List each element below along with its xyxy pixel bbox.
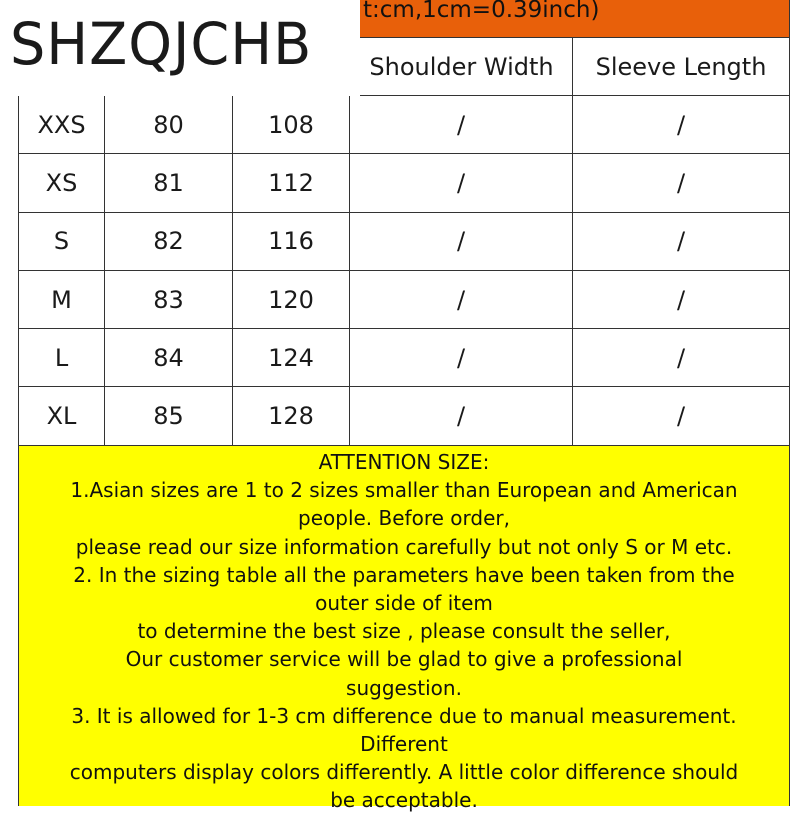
size-cell: XS xyxy=(18,154,105,211)
value-cell: 81 xyxy=(105,154,233,211)
brand-logo-text: SHZQJCHB xyxy=(10,10,313,78)
notice-line: Different xyxy=(360,732,448,757)
sleeve-cell: / xyxy=(573,271,790,328)
value-cell: 80 xyxy=(105,96,233,153)
notice-line: computers display colors differently. A little color difference should xyxy=(69,760,739,785)
header-sleeve-length: Sleeve Length xyxy=(573,38,790,96)
value-cell: 83 xyxy=(105,271,233,328)
table-row xyxy=(18,387,790,445)
shoulder-cell: / xyxy=(350,387,573,444)
title-bar xyxy=(350,0,790,38)
sleeve-cell: / xyxy=(573,329,790,386)
sleeve-cell: / xyxy=(573,96,790,153)
notice-text-block xyxy=(19,448,789,815)
shoulder-cell: / xyxy=(350,96,573,153)
value-cell: 120 xyxy=(233,271,350,328)
table-row xyxy=(18,329,790,387)
title-text: t:cm,1cm=0.39inch) xyxy=(363,0,600,23)
size-cell: M xyxy=(18,271,105,328)
attention-notice xyxy=(18,446,790,813)
table-row xyxy=(18,96,790,154)
notice-line: 1.Asian sizes are 1 to 2 sizes smaller than European and American xyxy=(70,478,738,503)
brand-logo xyxy=(0,0,360,96)
notice-line: ATTENTION SIZE: xyxy=(318,450,490,474)
value-cell: 85 xyxy=(105,387,233,444)
sleeve-cell: / xyxy=(573,213,790,270)
value-cell: 82 xyxy=(105,213,233,270)
value-cell: 112 xyxy=(233,154,350,211)
value-cell: 108 xyxy=(233,96,350,153)
header-shoulder-width: Shoulder Width xyxy=(350,38,573,96)
notice-line: people. Before order, xyxy=(298,506,510,531)
table-row xyxy=(18,271,790,329)
notice-line: suggestion. xyxy=(346,675,462,700)
value-cell: 124 xyxy=(233,329,350,386)
table-row xyxy=(18,154,790,212)
notice-line: Our customer service will be glad to give a professional xyxy=(125,647,683,672)
shoulder-cell: / xyxy=(350,154,573,211)
value-cell: 116 xyxy=(233,213,350,270)
size-cell: XXS xyxy=(18,96,105,153)
shoulder-cell: / xyxy=(350,213,573,270)
shoulder-cell: / xyxy=(350,271,573,328)
sleeve-cell: / xyxy=(573,387,790,444)
value-cell: 84 xyxy=(105,329,233,386)
size-table xyxy=(18,96,790,446)
notice-line: 2. In the sizing table all the parameters have been taken from the xyxy=(73,562,735,587)
notice-line: 3. It is allowed for 1-3 cm difference due to manual measurement. xyxy=(71,703,737,728)
size-cell: XL xyxy=(18,387,105,444)
notice-line: to determine the best size , please consult the seller, xyxy=(137,619,671,644)
size-cell: S xyxy=(18,213,105,270)
value-cell: 128 xyxy=(233,387,350,444)
notice-line: outer side of item xyxy=(315,591,493,616)
table-row xyxy=(18,213,790,271)
shoulder-cell: / xyxy=(350,329,573,386)
size-cell: L xyxy=(18,329,105,386)
notice-line: be acceptable. xyxy=(330,788,478,813)
notice-line: please read our size information carefully but not only S or M etc. xyxy=(75,534,733,559)
sleeve-cell: / xyxy=(573,154,790,211)
left-margin xyxy=(0,96,18,800)
